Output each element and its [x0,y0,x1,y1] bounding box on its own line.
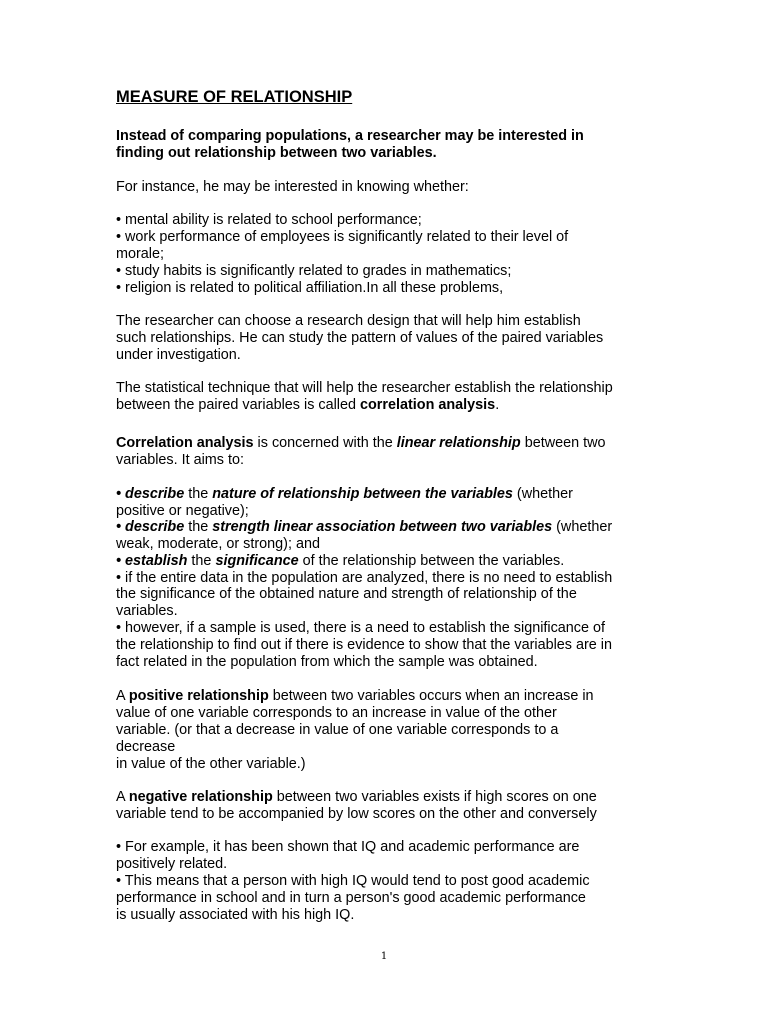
negative-line-2: variable tend to be accompanied by low scores on the other and conversely [116,806,597,822]
page-title: MEASURE OF RELATIONSHIP [116,88,353,106]
linear-relationship-term: linear relationship [396,435,521,451]
design-line-1: The researcher can choose a research design that will help him establish [116,313,581,329]
aim-note: of the relationship between the variables. [298,553,565,569]
aim-sample-2: the relationship to find out if there is evidence to show that the variables are in [116,637,612,653]
positive-line-3: variable. (or that a decrease in value of one variable corresponds to a [116,722,559,738]
negative-relationship-term: negative relationship [128,789,273,805]
aim-sample-1: • however, if a sample is used, there is a need to establish the significance of [116,620,606,636]
positive-line-5: in value of the other variable.) [116,756,306,772]
bullet-work-performance-cont: morale; [116,246,164,262]
correlation-text: is concerned with the [253,435,397,451]
aim-article: the [184,519,213,535]
aim-describe-nature-cont: positive or negative); [116,503,249,519]
aim-note: (whether [512,486,573,502]
negative-text: between two variables exists if high scores on one [272,789,597,805]
aim-article: the [187,553,216,569]
design-line-2: such relationships. He can study the pattern of values of the paired variables [116,330,604,346]
positive-text: between two variables occurs when an increase in [268,688,594,704]
aim-term: significance [215,553,299,569]
aim-describe-nature [116,486,573,502]
example-line-1: • For example, it has been shown that IQ and academic performance are [116,839,580,855]
positive-article: A [116,688,129,704]
correlation-analysis-heading: Correlation analysis [116,435,254,451]
aim-establish [116,553,564,569]
positive-line-1 [116,688,594,704]
correlation-analysis-term: correlation analysis [360,397,496,413]
intro-line-1: Instead of comparing populations, a researcher may be interested in [116,128,584,144]
positive-relationship-term: positive relationship [128,688,269,704]
technique-period: . [495,397,500,413]
positive-line-4: decrease [116,739,176,755]
example-line-3: • This means that a person with high IQ would tend to post good academic [116,873,590,889]
bullet-religion: • religion is related to political affiliation.In all these problems, [116,280,504,296]
example-line-5: is usually associated with his high IQ. [116,907,355,923]
design-line-3: under investigation. [116,347,241,363]
aim-entire-data-2: the significance of the obtained nature and strength of relationship of the [116,586,577,602]
aim-describe-strength-cont: weak, moderate, or strong); and [116,536,320,552]
example-line-2: positively related. [116,856,228,872]
technique-text: between the paired variables is called [116,397,360,413]
aim-verb: • describe [116,486,185,502]
bullet-work-performance: • work performance of employees is significantly related to their level of [116,229,569,245]
intro-line-2: finding out relationship between two variables. [116,145,437,161]
aim-entire-data-1: • if the entire data in the population are analyzed, there is no need to establish [116,570,613,586]
bullet-mental-ability: • mental ability is related to school performance; [116,212,422,228]
aim-verb: • establish [116,553,188,569]
technique-line-1: The statistical technique that will help the researcher establish the relationship [116,380,613,396]
negative-line-1 [116,789,597,805]
positive-line-2: value of one variable corresponds to an increase in value of the other [116,705,557,721]
correlation-line-2: variables. It aims to: [116,452,244,468]
correlation-line-1 [116,435,606,451]
aim-term: nature of relationship between the variables [212,486,513,502]
aim-article: the [184,486,213,502]
technique-line-2 [116,397,499,413]
negative-article: A [116,789,129,805]
bullet-study-habits: • study habits is significantly related to grades in mathematics; [116,263,512,279]
aim-sample-3: fact related in the population from which the sample was obtained. [116,654,538,670]
page-number: 1 [380,951,388,962]
aim-term: strength linear association between two variables [212,519,553,535]
aim-entire-data-3: variables. [116,603,178,619]
example-line-4: performance in school and in turn a person's good academic performance [116,890,586,906]
aim-note: (whether [552,519,613,535]
aim-verb: • describe [116,519,185,535]
correlation-text-end: between two [520,435,606,451]
aim-describe-strength [116,519,612,535]
for-instance-text: For instance, he may be interested in knowing whether: [116,179,469,195]
